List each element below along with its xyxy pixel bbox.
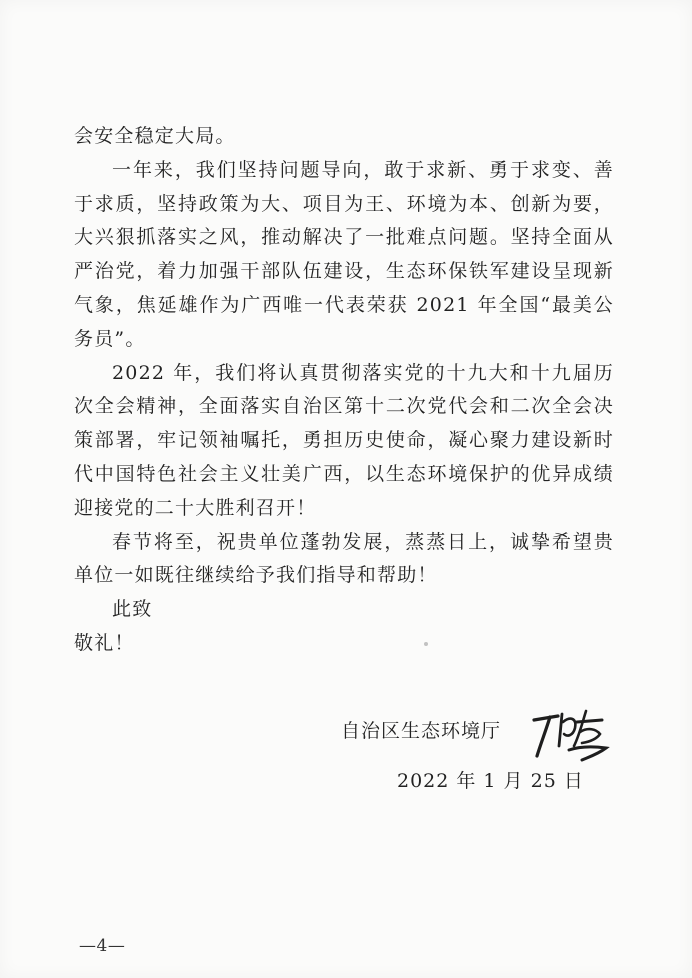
closing-jingli: 敬礼！ xyxy=(74,631,135,654)
closing-cizhi: 此致 xyxy=(112,598,153,621)
handwritten-signature-icon xyxy=(528,706,610,762)
paragraph-spring-festival: 春节将至，祝贵单位蓬勃发展，蒸蒸日上，诚挚希望贵单位一如既往继续给予我们指导和帮助！ xyxy=(74,530,614,587)
paragraph-continuation: 会安全稳定大局。 xyxy=(74,125,236,147)
paragraph-2022-plan: 2022 年，我们将认真贯彻落实党的十九大和十九届历次全会精神，全面落实自治区第十二次党代会和二次全会决策部署，牢记领袖嘱托，勇担历史使命，凝心聚力建设新时代中国特色社会主义壮美广西，以生态环境保护的优异成绩迎接党的二十大胜利召开！ xyxy=(74,361,614,519)
signature-org: 自治区生态环境厅 xyxy=(341,720,502,742)
letter-body xyxy=(74,120,614,661)
letter-date: 2022 年 1 月 25 日 xyxy=(397,770,584,792)
page-number: —4— xyxy=(79,936,126,956)
paragraph-year-review: 一年来，我们坚持问题导向，敢于求新、勇于求变、善于求质，坚持政策为大、项目为王、环境为本、创新为要，大兴狠抓落实之风，推动解决了一批难点问题。坚持全面从严治党，着力加强干部队伍建设，生态环保铁军建设呈现新气象，焦延雄作为广西唯一代表荣获 2021 年全国“最美公务员”。 xyxy=(74,158,614,350)
scan-blemish xyxy=(424,642,428,646)
